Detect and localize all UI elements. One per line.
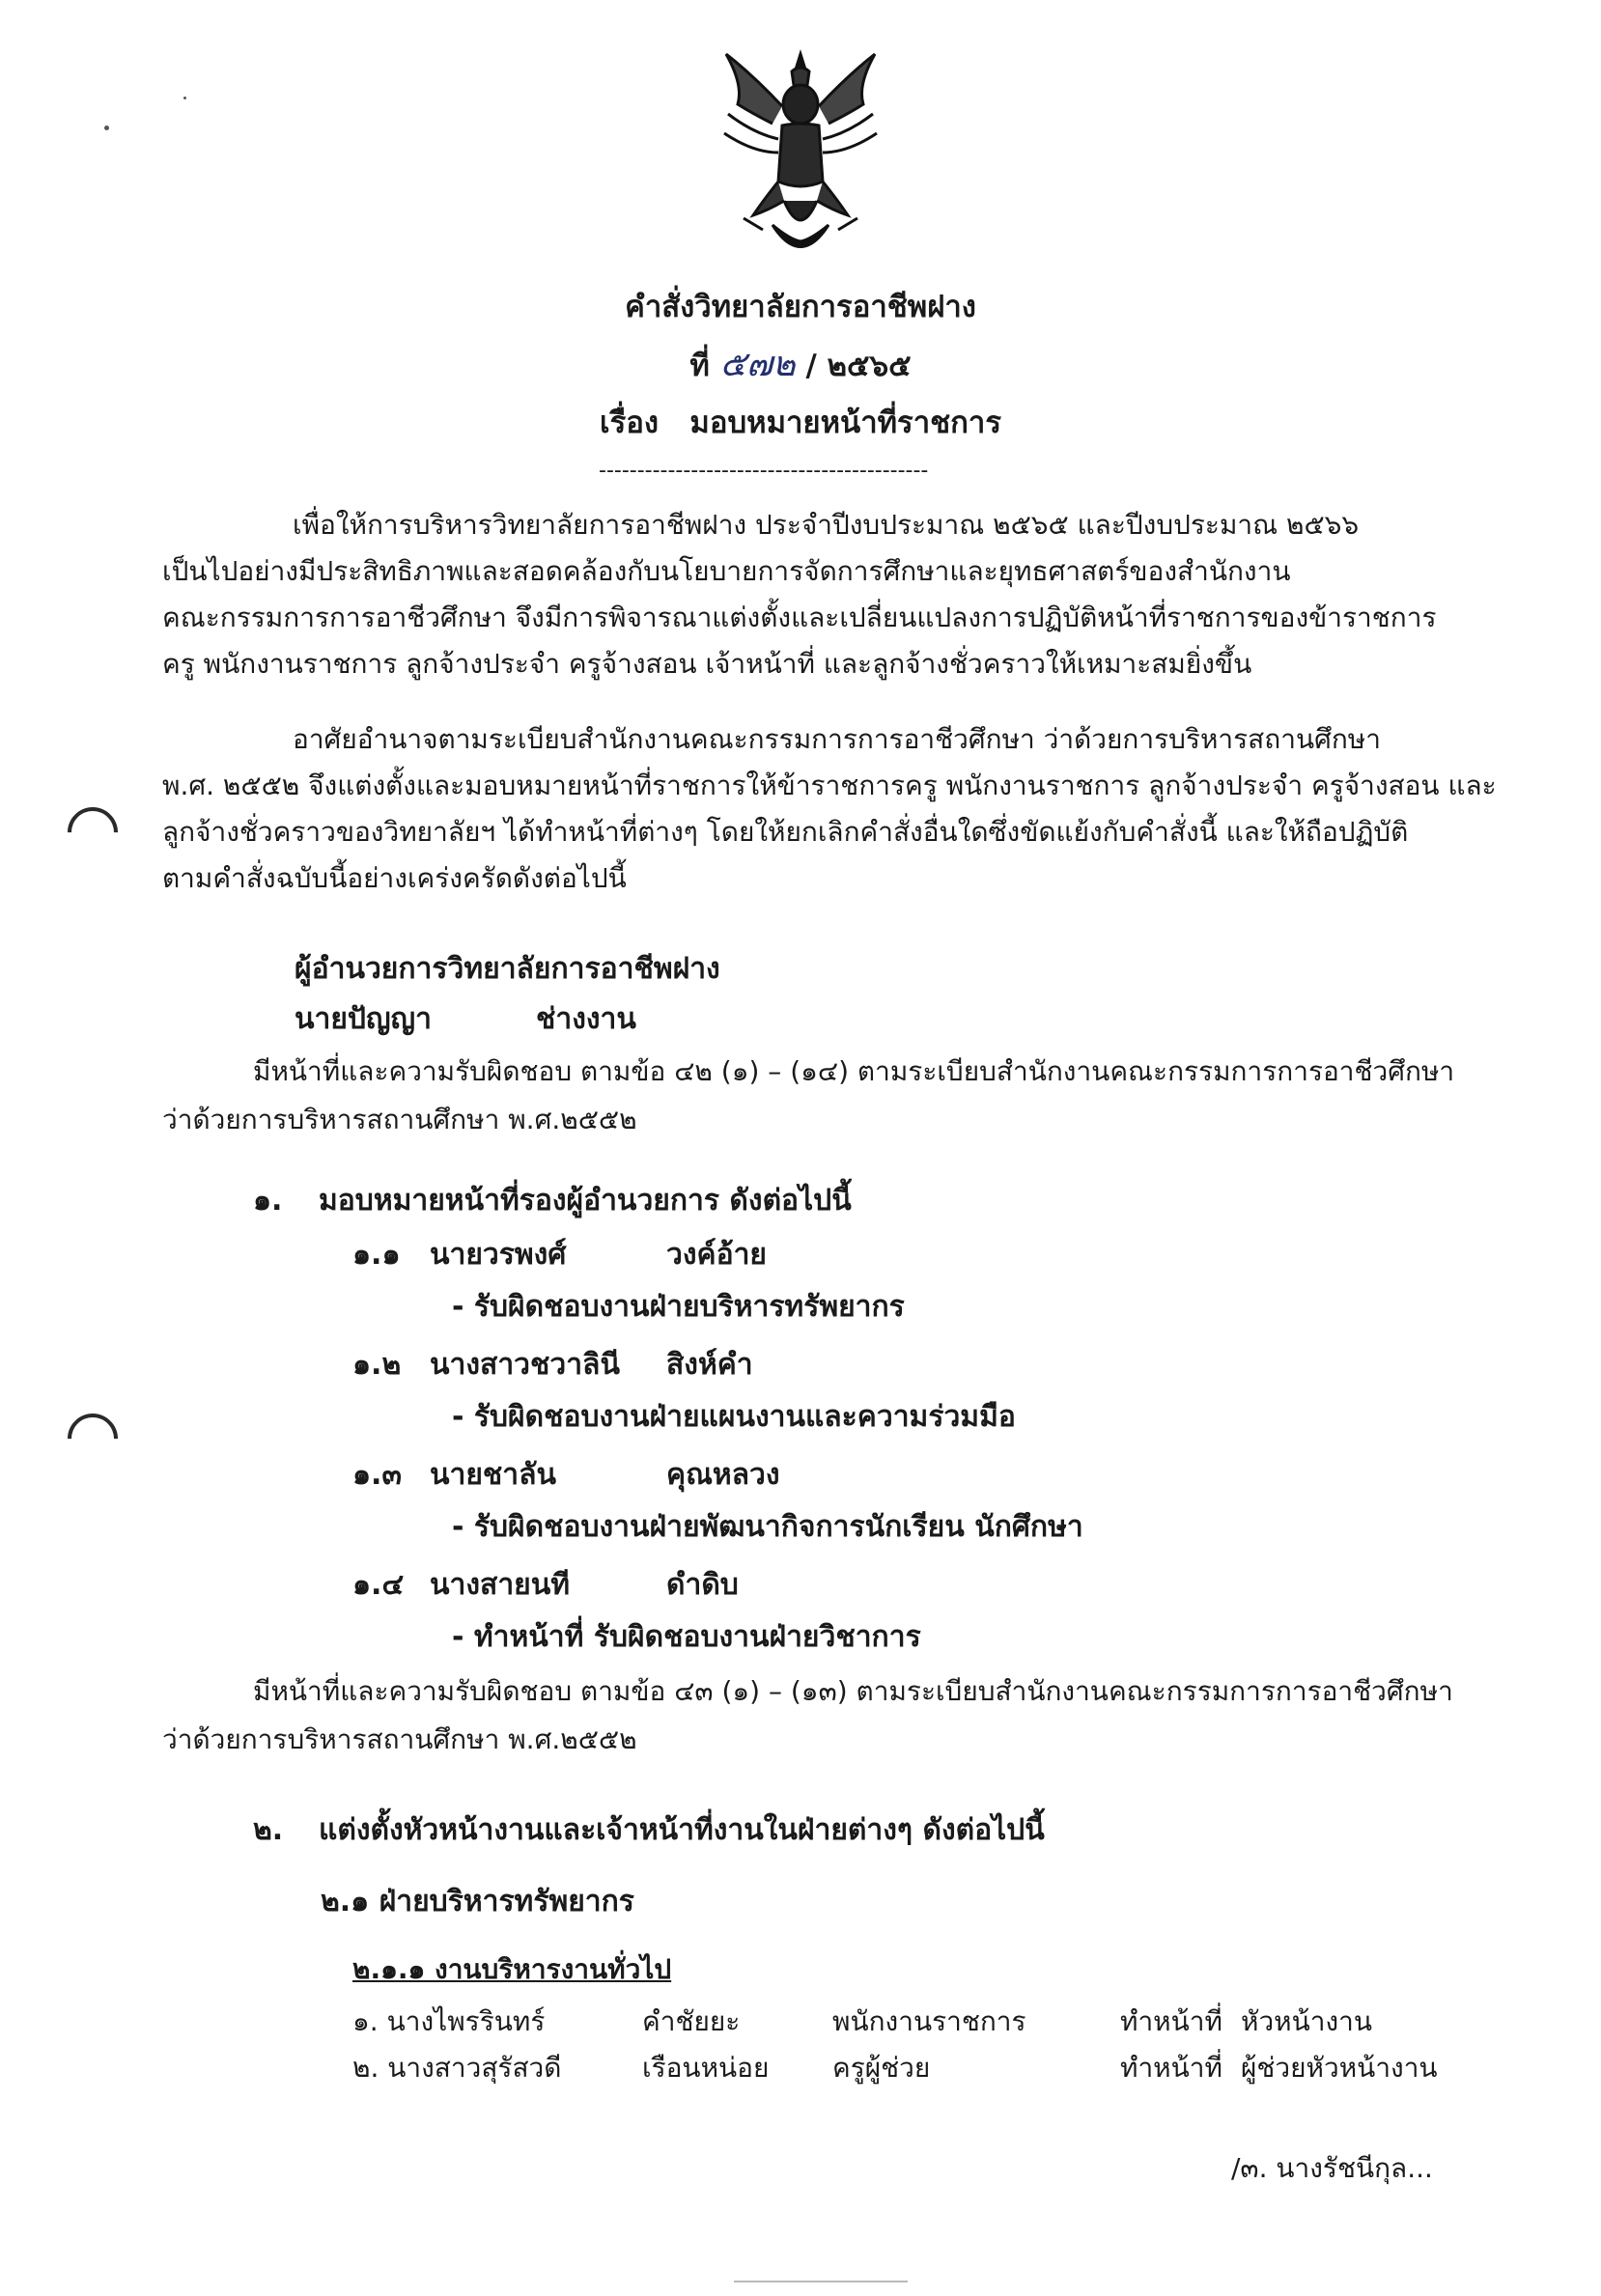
staff-surname: เรือนหน่อย [642,2052,770,2084]
intro-p2-line: อาศัยอำนาจตามระเบียบสำนักงานคณะกรรมการการอาชีวศึกษา ว่าด้วยการบริหารสถานศึกษา [293,723,1381,755]
deputy-1-number: ๑.๑ [352,1238,401,1272]
order-subject [0,404,1601,442]
staff-role: หัวหน้างาน [1241,2005,1373,2037]
deputy-2-last-name: สิงห์คำ [666,1348,753,1382]
section1-number: ๑. [253,1184,283,1218]
subject-label: เรื่อง [600,406,660,440]
number-prefix: ที่ [689,349,710,383]
deputy-1-first-name: นายวรพงศ์ [430,1238,567,1272]
intro-p2-line: ตามคำสั่งฉบับนี้อย่างเคร่งครัดดังต่อไปนี้ [162,862,627,894]
deputy-3-first-name: นายชาลัน [430,1458,557,1492]
director-last-name: ช่างงาน [536,1002,636,1036]
staff-position: พนักงานราชการ [832,2005,1026,2037]
garuda-emblem-icon [715,46,886,270]
staff-position: ครูผู้ช่วย [832,2052,931,2084]
director-duty-line-2: ว่าด้วยการบริหารสถานศึกษา พ.ศ.๒๕๕๒ [162,1104,637,1135]
number-handwritten: ๕๗๒ [719,345,796,384]
section2-unit-heading: ๒.๑.๑ งานบริหารงานทั่วไป [352,1953,672,1985]
section1-duty-line-2: ว่าด้วยการบริหารสถานศึกษา พ.ศ.๒๕๕๒ [162,1723,637,1755]
scan-speck [104,126,109,130]
scan-speck [183,97,186,99]
intro-p1-line: ครู พนักงานราชการ ลูกจ้างประจำ ครูจ้างสอน เจ้าหน้าที่ และลูกจ้างชั่วคราวให้เหมาะสมยิ่งขึ้น [162,648,1252,680]
intro-p1-line: เป็นไปอย่างมีประสิทธิภาพและสอดคล้องกับนโยบายการจัดการศึกษาและยุทธศาสตร์ของสำนักงาน [162,555,1291,587]
deputy-4-duty: - ทำหน้าที่ รับผิดชอบงานฝ่ายวิชาการ [452,1620,921,1654]
deputy-2-duty: - รับผิดชอบงานฝ่ายแผนงานและความร่วมมือ [452,1400,1016,1434]
intro-p1-line: เพื่อให้การบริหารวิทยาลัยการอาชีพฝาง ประจำปีงบประมาณ ๒๕๖๕ และปีงบประมาณ ๒๕๖๖ [293,509,1360,541]
staff-role: ผู้ช่วยหัวหน้างาน [1241,2052,1438,2084]
staff-role-label: ทำหน้าที่ [1120,2052,1222,2084]
deputy-4-last-name: ดำดิบ [666,1568,739,1602]
deputy-3-number: ๑.๓ [352,1458,402,1492]
staff-surname: คำชัยยะ [642,2005,741,2037]
director-first-name: นายปัญญา [295,1002,432,1036]
page-continuation: /๓. นางรัชนีกุล... [1231,2152,1433,2184]
subject-text: มอบหมายหน้าที่ราชการ [689,406,1001,440]
staff-role-label: ทำหน้าที่ [1120,2005,1222,2037]
number-suffix: / ๒๕๖๕ [805,349,912,383]
section2-number: ๒. [253,1813,284,1847]
punch-hole-bottom [57,1403,128,1474]
section1-duty-line-1: มีหน้าที่และความรับผิดชอบ ตามข้อ ๔๓ (๑) – (๑๓) ตามระเบียบสำนักงานคณะกรรมการการอาชีวศึกษา [253,1675,1453,1707]
deputy-3-last-name: คุณหลวง [666,1458,780,1492]
deputy-2-number: ๑.๒ [352,1348,402,1382]
punch-hole-top [57,797,128,868]
director-duty-line-1: มีหน้าที่และความรับผิดชอบ ตามข้อ ๔๒ (๑) – (๑๔) ตามระเบียบสำนักงานคณะกรรมการการอาชีวศึกษา [253,1055,1455,1087]
order-number [0,346,1601,385]
intro-p2-line: พ.ศ. ๒๕๕๒ จึงแต่งตั้งและมอบหมายหน้าที่ราชการให้ข้าราชการครู พนักงานราชการ ลูกจ้างประจำ ครูจ้างสอน และ [162,770,1497,801]
deputy-1-last-name: วงค์อ้าย [666,1238,768,1272]
header-separator: ------------------------------------------- [599,459,929,483]
section2-sub-heading: ๒.๑ ฝ่ายบริหารทรัพยากร [321,1885,634,1918]
section2-heading: แต่งตั้งหัวหน้างานและเจ้าหน้าที่งานในฝ่ายต่างๆ ดังต่อไปนี้ [319,1813,1045,1847]
staff-name: ๑. นางไพรรินทร์ [352,2005,546,2037]
deputy-2-first-name: นางสาวชวาลินี [430,1348,620,1382]
scan-edge-mark [734,2281,908,2282]
director-heading: ผู้อำนวยการวิทยาลัยการอาชีพฝาง [295,952,720,986]
deputy-4-number: ๑.๔ [352,1568,405,1602]
deputy-1-duty: - รับผิดชอบงานฝ่ายบริหารทรัพยากร [452,1290,905,1324]
intro-paragraph-2 [162,716,1497,902]
intro-p2-line: ลูกจ้างชั่วคราวของวิทยาลัยฯ ได้ทำหน้าที่ต่างๆ โดยให้ยกเลิกคำสั่งอื่นใดซึ่งขัดแย้งกับคำสั่งนี้ และให้ถือปฏิบัติ [162,816,1409,848]
deputy-3-duty: - รับผิดชอบงานฝ่ายพัฒนากิจการนักเรียน นักศึกษา [452,1510,1083,1544]
section1-heading: มอบหมายหน้าที่รองผู้อำนวยการ ดังต่อไปนี้ [319,1184,852,1218]
staff-name: ๒. นางสาวสุรัสวดี [352,2052,562,2084]
deputy-4-first-name: นางสายนที [430,1568,571,1602]
intro-paragraph-1 [162,502,1461,687]
order-title: คำสั่งวิทยาลัยการอาชีพฝาง [625,290,976,324]
intro-p1-line: คณะกรรมการการอาชีวศึกษา จึงมีการพิจารณาแต่งตั้งและเปลี่ยนแปลงการปฏิบัติหน้าที่ราชการของข้าราชการ [162,602,1437,633]
